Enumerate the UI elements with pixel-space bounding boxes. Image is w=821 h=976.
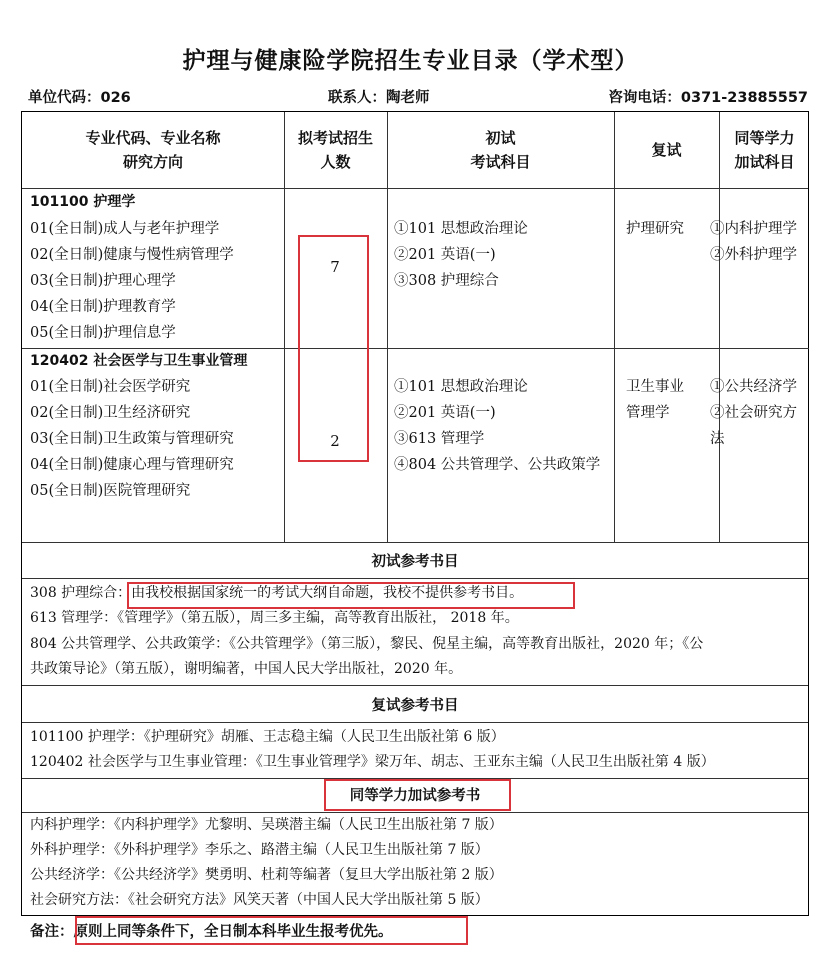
- note-label: 备注：: [30, 924, 74, 940]
- col-divider: [719, 112, 720, 542]
- equiv-subject: 法: [710, 431, 725, 447]
- retest-subject: 卫生事业: [626, 379, 684, 395]
- header-retest: 复试: [651, 141, 682, 159]
- info-bar: [22, 86, 808, 110]
- exam-subject: ①101 思想政治理论: [394, 221, 528, 237]
- direction: 05(全日制)护理信息学: [30, 325, 176, 341]
- exam-subject: ③613 管理学: [394, 431, 485, 447]
- ref-item: 外科护理学：《外科护理学》李乐之、路潜主编（人民卫生出版社第 7 版）: [30, 842, 489, 858]
- equiv-refs-title: 同等学力加试参考书: [349, 788, 481, 804]
- header-exam: 初试 考试科目: [470, 129, 531, 171]
- equiv-subject: ②外科护理学: [710, 247, 797, 263]
- quota-value: 7: [330, 258, 340, 276]
- direction: 02(全日制)健康与慢性病管理学: [30, 247, 234, 263]
- row-divider: [22, 188, 808, 189]
- note-text: 原则上同等条件下，全日制本科毕业生报考优先。: [73, 924, 393, 940]
- major-name: 101100 护理学: [30, 194, 136, 210]
- major-name: 120402 社会医学与卫生事业管理: [30, 353, 248, 369]
- equiv-subject: ①内科护理学: [710, 221, 797, 237]
- exam-subject: ①101 思想政治理论: [394, 379, 528, 395]
- ref-item: 120402 社会医学与卫生事业管理：《卫生事业管理学》梁万年、胡志、王亚东主编（人民卫生出版社第 4 版）: [30, 754, 715, 770]
- initial-refs-title: 初试参考书目: [371, 554, 459, 570]
- ref-item: 公共经济学：《公共经济学》樊勇明、杜莉等编著（复旦大学出版社第 2 版）: [30, 867, 503, 883]
- row-divider: [22, 722, 808, 723]
- header-equiv: 同等学力 加试科目: [734, 129, 795, 171]
- direction: 03(全日制)卫生政策与管理研究: [30, 431, 234, 447]
- quota-highlight: [298, 235, 369, 462]
- direction: 01(全日制)社会医学研究: [30, 379, 191, 395]
- retest-refs-title: 复试参考书目: [371, 698, 459, 714]
- direction: 05(全日制)医院管理研究: [30, 483, 191, 499]
- phone: 咨询电话：0371-23885557: [608, 90, 808, 106]
- catalog-table: [21, 111, 809, 916]
- col-divider: [387, 112, 388, 542]
- header-major: 专业代码、专业名称 研究方向: [85, 129, 221, 171]
- ref-item: 社会研究方法：《社会研究方法》风笑天著（中国人民大学出版社第 5 版）: [30, 892, 489, 908]
- row-divider: [22, 578, 808, 579]
- retest-subject: 管理学: [626, 405, 670, 421]
- page-title: 护理与健康险学院招生专业目录（学术型）: [182, 48, 639, 74]
- ref-item: 共政策导论》（第五版），谢明编著，中国人民大学出版社，2020 年。: [30, 661, 463, 677]
- ref-item: 613 管理学：《管理学》（第五版），周三多主编，高等教育出版社， 2018 年。: [30, 610, 519, 626]
- retest-subject: 护理研究: [626, 221, 684, 237]
- direction: 01(全日制)成人与老年护理学: [30, 221, 220, 237]
- row-divider: [22, 685, 808, 686]
- header-quota: 拟考试招生 人数: [297, 129, 373, 171]
- exam-subject: ③308 护理综合: [394, 273, 499, 289]
- ref-item: 内科护理学：《内科护理学》尤黎明、吴瑛潜主编（人民卫生出版社第 7 版）: [30, 817, 503, 833]
- highlight-text: 由我校根据国家统一的考试大纲自命题，我校不提供参考书目。: [131, 585, 524, 601]
- direction: 03(全日制)护理心理学: [30, 273, 176, 289]
- direction: 04(全日制)健康心理与管理研究: [30, 457, 234, 473]
- direction: 04(全日制)护理教育学: [30, 299, 176, 315]
- row-divider: [614, 348, 809, 349]
- self-proposition-highlight: [127, 582, 575, 609]
- col-divider: [614, 112, 615, 542]
- col-divider: [284, 112, 285, 542]
- unit-code: 单位代码：026: [28, 90, 131, 106]
- equiv-subject: ①公共经济学: [710, 379, 797, 395]
- exam-subject: ④804 公共管理学、公共政策学: [394, 457, 601, 473]
- direction: 02(全日制)卫生经济研究: [30, 405, 191, 421]
- quota-value: 2: [330, 432, 340, 450]
- row-divider: [22, 542, 808, 543]
- ref-item: 101100 护理学：《护理研究》胡雁、王志稳主编（人民卫生出版社第 6 版）: [30, 729, 505, 745]
- ref-item: 804 公共管理学、公共政策学：《公共管理学》（第三版），黎民、倪星主编，高等教育出版社，2020 年；《公: [30, 636, 704, 652]
- exam-subject: ②201 英语(一): [394, 247, 496, 263]
- exam-subject: ②201 英语(一): [394, 405, 496, 421]
- note-highlight: [75, 916, 468, 945]
- ref-item: 308 护理综合：由我校根据国家统一的考试大纲自命题，我校不提供参考书目。: [30, 585, 524, 601]
- equiv-title-highlight: [324, 779, 511, 811]
- contact: 联系人：陶老师: [328, 90, 430, 106]
- equiv-subject: ②社会研究方: [710, 405, 797, 421]
